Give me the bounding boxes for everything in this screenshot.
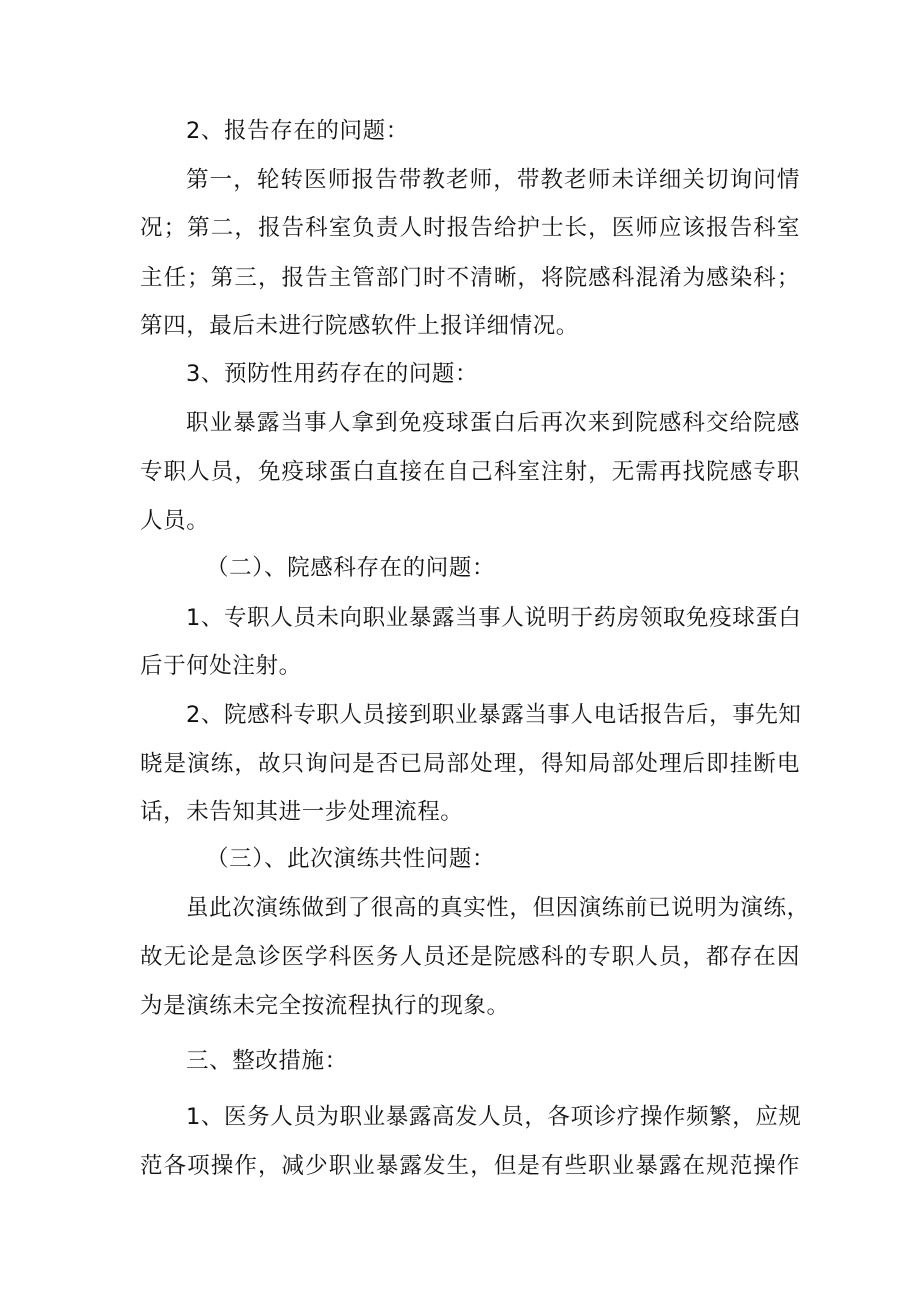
paragraph-line: 1、专职人员未向职业暴露当事人说明于药房领取免疫球蛋白 [186,605,802,631]
paragraph-line: 2、院感科专职人员接到职业暴露当事人电话报告后，事先知 [186,702,802,728]
paragraph-line: 后于何处注射。 [140,653,302,679]
paragraph-line: 1、医务人员为职业暴露高发人员，各项诊疗操作频繁，应规 [186,1104,802,1130]
paragraph-line: 虽此次演练做到了很高的真实性，但因演练前已说明为演练， [186,895,810,921]
paragraph-line: 主任；第三，报告主管部门时不清晰，将院感科混淆为感染科； [140,265,800,291]
paragraph-line: 专职人员，免疫球蛋白直接在自己科室注射，无需再找院感专职 [140,459,800,485]
paragraph-line: 话，未告知其进一步处理流程。 [140,799,464,825]
section-heading-report-issues: 2、报告存在的问题： [186,118,409,144]
paragraph-line: 为是演练未完全按流程执行的现象。 [140,993,510,1019]
section-heading-common-issues: （三）、此次演练共性问题： [206,846,496,872]
paragraph-line: 第四，最后未进行院感软件上报详细情况。 [140,313,579,339]
paragraph-line: 职业暴露当事人拿到免疫球蛋白后再次来到院感科交给院感 [186,410,800,436]
section-heading-rectification: 三、整改措施： [186,1048,348,1074]
paragraph-line: 第一，轮转医师报告带教老师，带教老师未详细关切询问情 [186,167,800,193]
paragraph-line: 晓是演练，故只询问是否已局部处理，得知局部处理后即挂断电 [140,751,800,777]
section-heading-infection-dept-issues: （二）、院感科存在的问题： [206,555,496,581]
paragraph-line: 范各项操作，减少职业暴露发生，但是有些职业暴露在规范操作 [140,1153,800,1179]
paragraph-line: 故无论是急诊医学科医务人员还是院感科的专职人员，都存在因 [140,944,800,970]
paragraph-line: 况；第二，报告科室负责人时报告给护士长，医师应该报告科室 [140,215,800,241]
section-heading-prophylaxis-issues: 3、预防性用药存在的问题： [186,361,479,387]
paragraph-line: 人员。 [140,508,210,534]
